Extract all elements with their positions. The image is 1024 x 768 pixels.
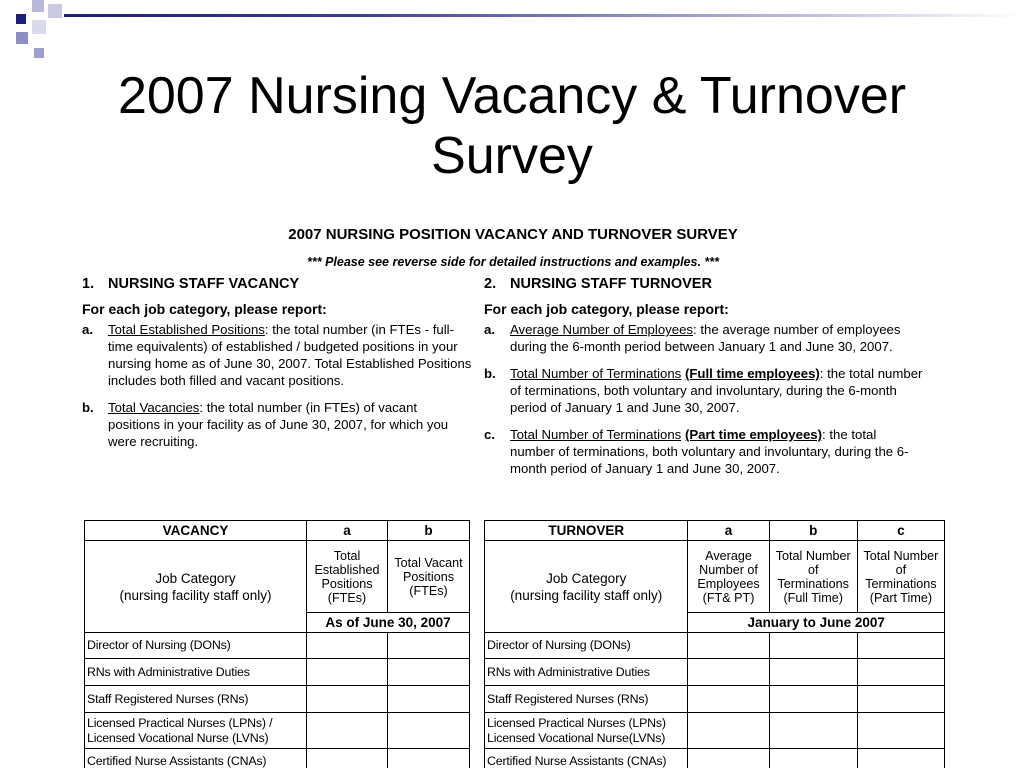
turnover-input-cell xyxy=(857,659,944,686)
table-row-label: RNs with Administrative Duties xyxy=(485,659,688,686)
section1-heading: 1. NURSING STAFF VACANCY xyxy=(82,276,300,292)
vacancy-input-cell xyxy=(388,749,470,768)
survey-form-image xyxy=(80,226,946,768)
section2-item-a: a. Average Number of Employees: the average number of employees during the 6-month period between January 1 and June 30, 2007. xyxy=(484,322,901,354)
section-turnover-instructions xyxy=(484,276,924,487)
form-note: *** Please see reverse side for detailed instructions and examples. *** xyxy=(307,255,719,269)
turnover-col-b-desc: Total Number of Terminations (Full Time) xyxy=(769,541,857,613)
section1-report-label: For each job category, please report: xyxy=(82,301,327,317)
form-title: 2007 NURSING POSITION VACANCY AND TURNOVER SURVEY xyxy=(288,226,738,243)
vacancy-input-cell xyxy=(307,713,388,749)
section2-heading: 2. NURSING STAFF TURNOVER xyxy=(484,276,712,292)
turnover-input-cell xyxy=(857,686,944,713)
table-row-label: Certified Nurse Assistants (CNAs) xyxy=(485,749,688,768)
vacancy-input-cell xyxy=(388,713,470,749)
vacancy-input-cell xyxy=(388,686,470,713)
vacancy-job-category-header: Job Category (nursing facility staff only) xyxy=(85,541,307,633)
section2-item-b: b. Total Number of Terminations (Full time employees): the total number of terminations, both voluntary and involuntary, during the 6-month period of January 1 and June 30, 2007. xyxy=(484,366,923,415)
turnover-input-cell xyxy=(769,659,857,686)
turnover-input-cell xyxy=(688,659,769,686)
table-row-label: Certified Nurse Assistants (CNAs) xyxy=(85,749,307,768)
turnover-input-cell xyxy=(688,633,769,659)
title-accent-bar xyxy=(64,14,1024,17)
turnover-header: TURNOVER xyxy=(485,521,688,541)
turnover-date-label: January to June 2007 xyxy=(688,613,945,633)
vacancy-col-b: b xyxy=(388,521,470,541)
table-row-label: Staff Registered Nurses (RNs) xyxy=(85,686,307,713)
turnover-input-cell xyxy=(857,749,944,768)
turnover-col-c: c xyxy=(857,521,944,541)
turnover-job-category-header: Job Category (nursing facility staff only) xyxy=(485,541,688,633)
turnover-col-b: b xyxy=(769,521,857,541)
corner-square-light xyxy=(48,4,62,18)
corner-square-dark xyxy=(16,14,26,24)
table-row-label: Licensed Practical Nurses (LPNs) Licensed Vocational Nurse(LVNs) xyxy=(485,713,688,749)
table-row-label: Licensed Practical Nurses (LPNs) / Licensed Vocational Nurse (LVNs) xyxy=(85,713,307,749)
vacancy-table xyxy=(84,520,470,768)
turnover-input-cell xyxy=(688,749,769,768)
vacancy-input-cell xyxy=(307,659,388,686)
turnover-input-cell xyxy=(769,633,857,659)
turnover-table xyxy=(484,520,945,768)
table-row-label: Director of Nursing (DONs) xyxy=(485,633,688,659)
turnover-col-a-desc: Average Number of Employees (FT& PT) xyxy=(688,541,769,613)
vacancy-col-a-desc: Total Established Positions (FTEs) xyxy=(307,541,388,613)
section2-report-label: For each job category, please report: xyxy=(484,301,729,317)
vacancy-header: VACANCY xyxy=(85,521,307,541)
table-row-label: RNs with Administrative Duties xyxy=(85,659,307,686)
turnover-input-cell xyxy=(769,686,857,713)
vacancy-input-cell xyxy=(307,686,388,713)
turnover-input-cell xyxy=(688,686,769,713)
section2-item-c: c. Total Number of Terminations (Part time employees): the total number of terminations, both voluntary and involuntary, during the 6-month period of January 1 and June 30, 2007. xyxy=(484,427,909,476)
vacancy-input-cell xyxy=(307,633,388,659)
section1-item-b: b. Total Vacancies: the total number (in FTEs) of vacant positions in your facility as of June 30, 2007, for which you were recruiting. xyxy=(82,400,449,449)
slide-title: 2007 Nursing Vacancy & Turnover Survey xyxy=(117,67,907,185)
turnover-input-cell xyxy=(769,749,857,768)
corner-square-light xyxy=(32,0,44,12)
vacancy-date-label: As of June 30, 2007 xyxy=(307,613,470,633)
turnover-input-cell xyxy=(769,713,857,749)
corner-square-mid xyxy=(16,32,28,44)
vacancy-input-cell xyxy=(388,659,470,686)
corner-square-light xyxy=(32,20,46,34)
corner-square-mid xyxy=(34,48,44,58)
turnover-input-cell xyxy=(857,633,944,659)
section1-item-a: a. Total Established Positions: the total number (in FTEs - full-time equivalents) of established / budgeted positions in your nursing home as of June 30, 2007. Total Established Positions includes both filled and vacant positions. xyxy=(82,322,472,388)
table-row-label: Director of Nursing (DONs) xyxy=(85,633,307,659)
turnover-input-cell xyxy=(688,713,769,749)
vacancy-col-a: a xyxy=(307,521,388,541)
section-vacancy-instructions xyxy=(82,276,472,460)
vacancy-input-cell xyxy=(307,749,388,768)
turnover-input-cell xyxy=(857,713,944,749)
vacancy-col-b-desc: Total Vacant Positions (FTEs) xyxy=(388,541,470,613)
vacancy-input-cell xyxy=(388,633,470,659)
turnover-col-a: a xyxy=(688,521,769,541)
turnover-col-c-desc: Total Number of Terminations (Part Time) xyxy=(857,541,944,613)
table-row-label: Staff Registered Nurses (RNs) xyxy=(485,686,688,713)
